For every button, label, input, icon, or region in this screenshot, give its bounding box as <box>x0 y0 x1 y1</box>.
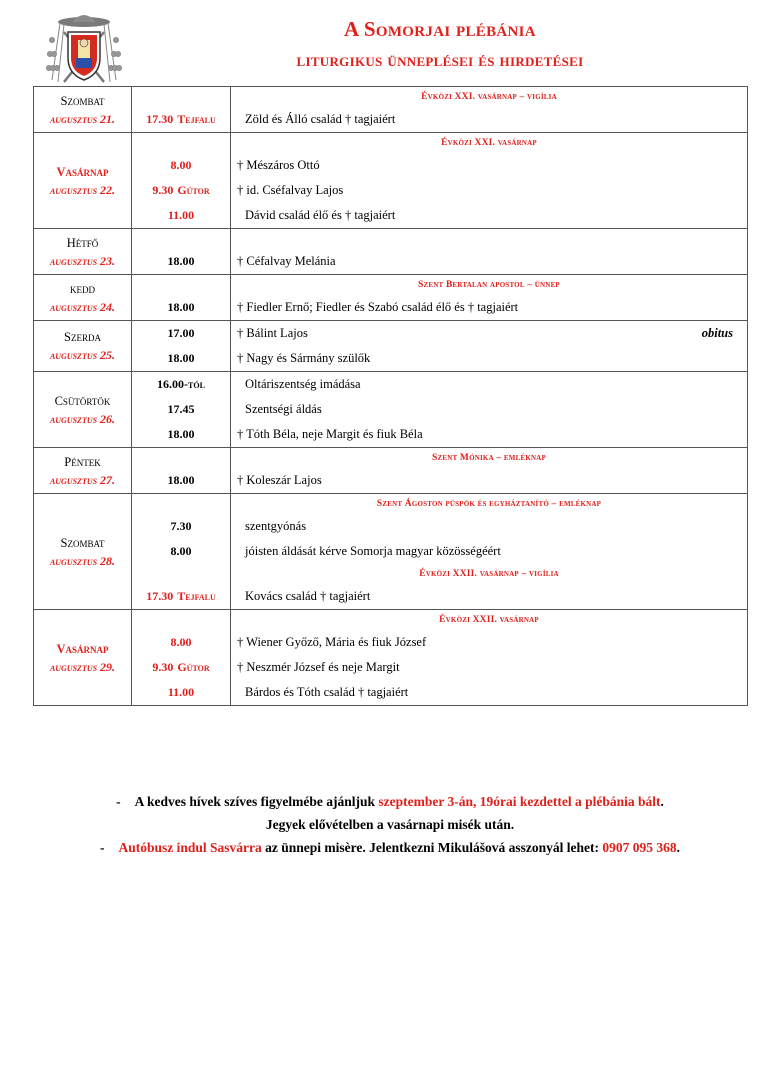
intention-line <box>231 203 747 228</box>
intention-line <box>231 178 747 203</box>
time-value: 7.30 <box>170 519 192 533</box>
time-value: 18.00 <box>167 427 195 441</box>
feast-heading: Évközi XXI. vasárnap <box>441 138 537 148</box>
mass-time <box>132 346 230 371</box>
feast-heading: Szent Bertalan apostol – ünnep <box>418 280 560 290</box>
feast-heading: Évközi XXII. vasárnap <box>439 615 539 625</box>
notice-text: Jegyek elővételben a vasárnapi misék után. <box>265 817 515 832</box>
day-name: Vasárnap <box>56 641 109 656</box>
time-value: 18.00 <box>167 254 195 268</box>
intention-line <box>231 655 747 680</box>
day-cell <box>34 494 132 610</box>
page-title: A Somorjai plébánia <box>344 17 536 41</box>
time-place: Tejfalu <box>177 589 216 603</box>
mass-time <box>132 203 230 228</box>
spacer <box>132 448 230 468</box>
day-date: augusztus 28. <box>49 553 116 568</box>
notice-line <box>40 813 740 836</box>
notice-line <box>40 836 740 859</box>
time-place: Gútor <box>177 183 210 197</box>
mass-time <box>132 680 230 705</box>
intention-cell <box>231 372 748 448</box>
announcements <box>40 790 740 859</box>
intention-text: Wiener Győző, Mária és fiuk József <box>246 635 427 649</box>
time-cell <box>132 87 231 133</box>
mass-time <box>132 539 230 564</box>
mass-time <box>132 178 230 203</box>
intention-cell <box>231 321 748 372</box>
time-value: 17.45 <box>167 402 195 416</box>
cross-icon: † <box>237 254 247 268</box>
cross-icon: † <box>237 660 247 674</box>
liturgy-schedule-table <box>33 86 748 706</box>
intention-text: Tóth Béla, neje Margit és fiuk Béla <box>246 427 423 441</box>
time-cell <box>132 372 231 448</box>
time-cell <box>132 610 231 706</box>
intention-text: Bálint Lajos <box>246 326 308 340</box>
intention-text-wrap <box>237 112 395 127</box>
intention-line <box>231 372 747 397</box>
day-row <box>34 133 748 229</box>
intention-text: Oltáriszentség imádása <box>245 377 361 391</box>
mass-time <box>132 630 230 655</box>
spacer <box>132 87 230 107</box>
time-value: 8.00 <box>170 158 192 172</box>
intention-text-wrap <box>237 473 322 488</box>
day-name: Szombat <box>60 535 105 550</box>
time-value: 18.00 <box>167 473 195 487</box>
intention-text: jóisten áldását kérve Somorja magyar közösségéért <box>245 544 501 558</box>
time-value: 8.00 <box>170 635 192 649</box>
intention-text-wrap <box>237 158 320 173</box>
cross-icon: † <box>237 351 247 365</box>
day-row <box>34 275 748 321</box>
day-row <box>34 229 748 275</box>
intention-text: Nagy és Sármány szülők <box>246 351 371 365</box>
intention-line <box>231 680 747 705</box>
cross-icon: † <box>237 326 247 340</box>
mass-time <box>132 153 230 178</box>
day-name: Péntek <box>64 454 101 469</box>
intention-text-wrap <box>237 402 322 417</box>
intention-line <box>231 321 747 346</box>
intention-line <box>231 539 747 564</box>
mass-time <box>132 422 230 447</box>
intention-text-wrap <box>237 635 426 650</box>
time-value: 8.00 <box>170 544 192 558</box>
time-cell <box>132 448 231 494</box>
intention-cell <box>231 229 748 275</box>
bullet-dash: - <box>116 794 121 809</box>
spacer <box>132 229 230 249</box>
intention-text-wrap <box>237 660 400 675</box>
feast-heading: Évközi XXI. vasárnap – vigília <box>421 92 557 102</box>
time-value: 17.30 <box>146 589 174 603</box>
intention-line <box>231 295 747 320</box>
time-cell <box>132 133 231 229</box>
day-row <box>34 610 748 706</box>
mass-time <box>132 295 230 320</box>
time-cell <box>132 275 231 321</box>
intention-line <box>231 397 747 422</box>
mass-time <box>132 249 230 274</box>
intention-line <box>231 514 747 539</box>
day-name: Hétfő <box>66 235 99 250</box>
intention-text-wrap <box>237 589 370 604</box>
day-cell <box>34 372 132 448</box>
day-date: augusztus 29. <box>49 659 116 674</box>
intention-text: szentgyónás <box>245 519 307 533</box>
intention-text: Bárdos és Tóth család † tagjaiért <box>245 685 409 699</box>
notice-text: szeptember 3-án, 19órai kezdettel a plébánia bált <box>378 794 661 809</box>
intention-text: Céfalvay Melánia <box>246 254 336 268</box>
intention-text: Kovács család † tagjaiért <box>245 589 371 603</box>
intention-line <box>231 422 747 447</box>
day-date: augusztus 23. <box>49 253 116 268</box>
mass-time <box>132 655 230 680</box>
intention-text: Koleszár Lajos <box>246 473 322 487</box>
spacer <box>132 133 230 153</box>
day-name: kedd <box>70 281 95 296</box>
cross-icon: † <box>237 427 247 441</box>
day-date: augusztus 24. <box>49 299 116 314</box>
day-cell <box>34 275 132 321</box>
day-cell <box>34 87 132 133</box>
time-place: Tejfalu <box>177 112 216 126</box>
intention-text-wrap <box>237 427 423 442</box>
cross-icon: † <box>237 635 247 649</box>
day-cell <box>34 229 132 275</box>
cross-icon: † <box>237 183 247 197</box>
notice-text: . <box>660 794 664 809</box>
cross-icon: † <box>237 300 247 314</box>
time-cell <box>132 229 231 275</box>
day-name: Szombat <box>60 93 105 108</box>
mass-time <box>132 584 230 609</box>
mass-time <box>132 397 230 422</box>
intention-line <box>231 107 747 132</box>
intention-text: Szentségi áldás <box>245 402 322 416</box>
bullet-dash: - <box>99 840 105 855</box>
intention-cell <box>231 448 748 494</box>
time-value: 18.00 <box>167 351 195 365</box>
spacer <box>132 494 230 514</box>
intention-line <box>231 153 747 178</box>
day-cell <box>34 448 132 494</box>
intention-text: id. Cséfalvay Lajos <box>246 183 344 197</box>
notice-text: Autóbusz indul Sasvárra <box>118 840 262 855</box>
day-date: augusztus 27. <box>49 472 116 487</box>
feast-heading: Évközi XXII. vasárnap – vigília <box>419 569 559 579</box>
notice-text: . <box>676 840 681 855</box>
notice-text: az ünnepi misère. Jelentkezni Mikulášová asszonyál lehet: <box>261 840 603 855</box>
mass-time <box>132 468 230 493</box>
notice-text: 0907 095 368 <box>602 840 677 855</box>
time-value: 9.30 <box>152 183 174 197</box>
feast-heading: Szent Ágoston püspök és egyháztanító – emléknap <box>376 499 602 509</box>
mass-time <box>132 372 230 397</box>
spacer <box>132 275 230 295</box>
time-value: 9.30 <box>152 660 174 674</box>
mass-time <box>132 321 230 346</box>
intention-text-wrap <box>237 183 343 198</box>
spacer <box>132 610 230 630</box>
parish-crest-logo <box>42 10 126 86</box>
intention-text-wrap <box>237 544 501 559</box>
day-row <box>34 87 748 133</box>
day-name: Csütörtök <box>54 393 111 408</box>
intention-text: Mészáros Ottó <box>246 158 320 172</box>
day-date: augusztus 21. <box>49 111 116 126</box>
intention-line <box>231 346 747 371</box>
day-row <box>34 494 748 610</box>
time-cell <box>132 321 231 372</box>
day-date: augusztus 22. <box>49 182 116 197</box>
intention-text-wrap <box>237 254 336 269</box>
day-cell <box>34 610 132 706</box>
feast-heading <box>231 229 747 249</box>
intention-line <box>231 249 747 274</box>
intention-line <box>231 468 747 493</box>
intention-text-wrap <box>237 208 395 223</box>
day-row <box>34 372 748 448</box>
day-date: augusztus 25. <box>49 348 116 362</box>
time-place: tól <box>188 377 205 391</box>
day-cell <box>34 321 132 372</box>
intention-note: obitus <box>701 326 733 340</box>
intention-text: Dávid család élő és † tagjaiért <box>245 208 396 222</box>
notice-line <box>40 790 740 813</box>
intention-cell <box>231 133 748 229</box>
intention-text: Zöld és Álló család † tagjaiért <box>245 112 396 126</box>
page-subtitle: liturgikus ünneplései és hirdetései <box>296 50 584 70</box>
intention-text-wrap <box>237 300 518 315</box>
cross-icon: † <box>237 473 247 487</box>
intention-line <box>231 630 747 655</box>
intention-text: Fiedler Ernő; Fiedler és Szabó család élő és † tagjaiért <box>246 300 519 314</box>
mass-time <box>132 107 230 132</box>
day-row <box>34 448 748 494</box>
intention-cell <box>231 610 748 706</box>
intention-line <box>231 584 747 609</box>
spacer <box>132 564 230 584</box>
intention-text-wrap <box>237 519 306 534</box>
time-value: 18.00 <box>167 300 195 314</box>
day-row <box>34 321 748 372</box>
time-value: 11.00 <box>167 685 195 699</box>
time-place: Gútor <box>177 660 210 674</box>
intention-text-wrap <box>237 351 370 366</box>
intention-cell <box>231 275 748 321</box>
time-cell <box>132 494 231 610</box>
time-value: 17.30 <box>146 112 174 126</box>
day-name: Szerda <box>64 330 101 344</box>
feast-heading: Szent Mónika – emléknap <box>432 453 546 463</box>
mass-time <box>132 514 230 539</box>
intention-cell <box>231 87 748 133</box>
time-value: 16.00- <box>157 377 189 391</box>
day-name: Vasárnap <box>56 164 109 179</box>
day-cell <box>34 133 132 229</box>
day-date: augusztus 26. <box>49 411 116 426</box>
notice-text: A kedves hívek szíves figyelmébe ajánljuk <box>134 794 379 809</box>
time-value: 17.00 <box>167 326 195 340</box>
intention-cell <box>231 494 748 610</box>
intention-text: Neszmér József és neje Margit <box>246 660 400 674</box>
intention-text-wrap <box>237 685 408 700</box>
intention-text-wrap <box>237 377 361 392</box>
time-value: 11.00 <box>167 208 195 222</box>
cross-icon: † <box>237 158 247 172</box>
intention-text-wrap <box>237 326 308 341</box>
